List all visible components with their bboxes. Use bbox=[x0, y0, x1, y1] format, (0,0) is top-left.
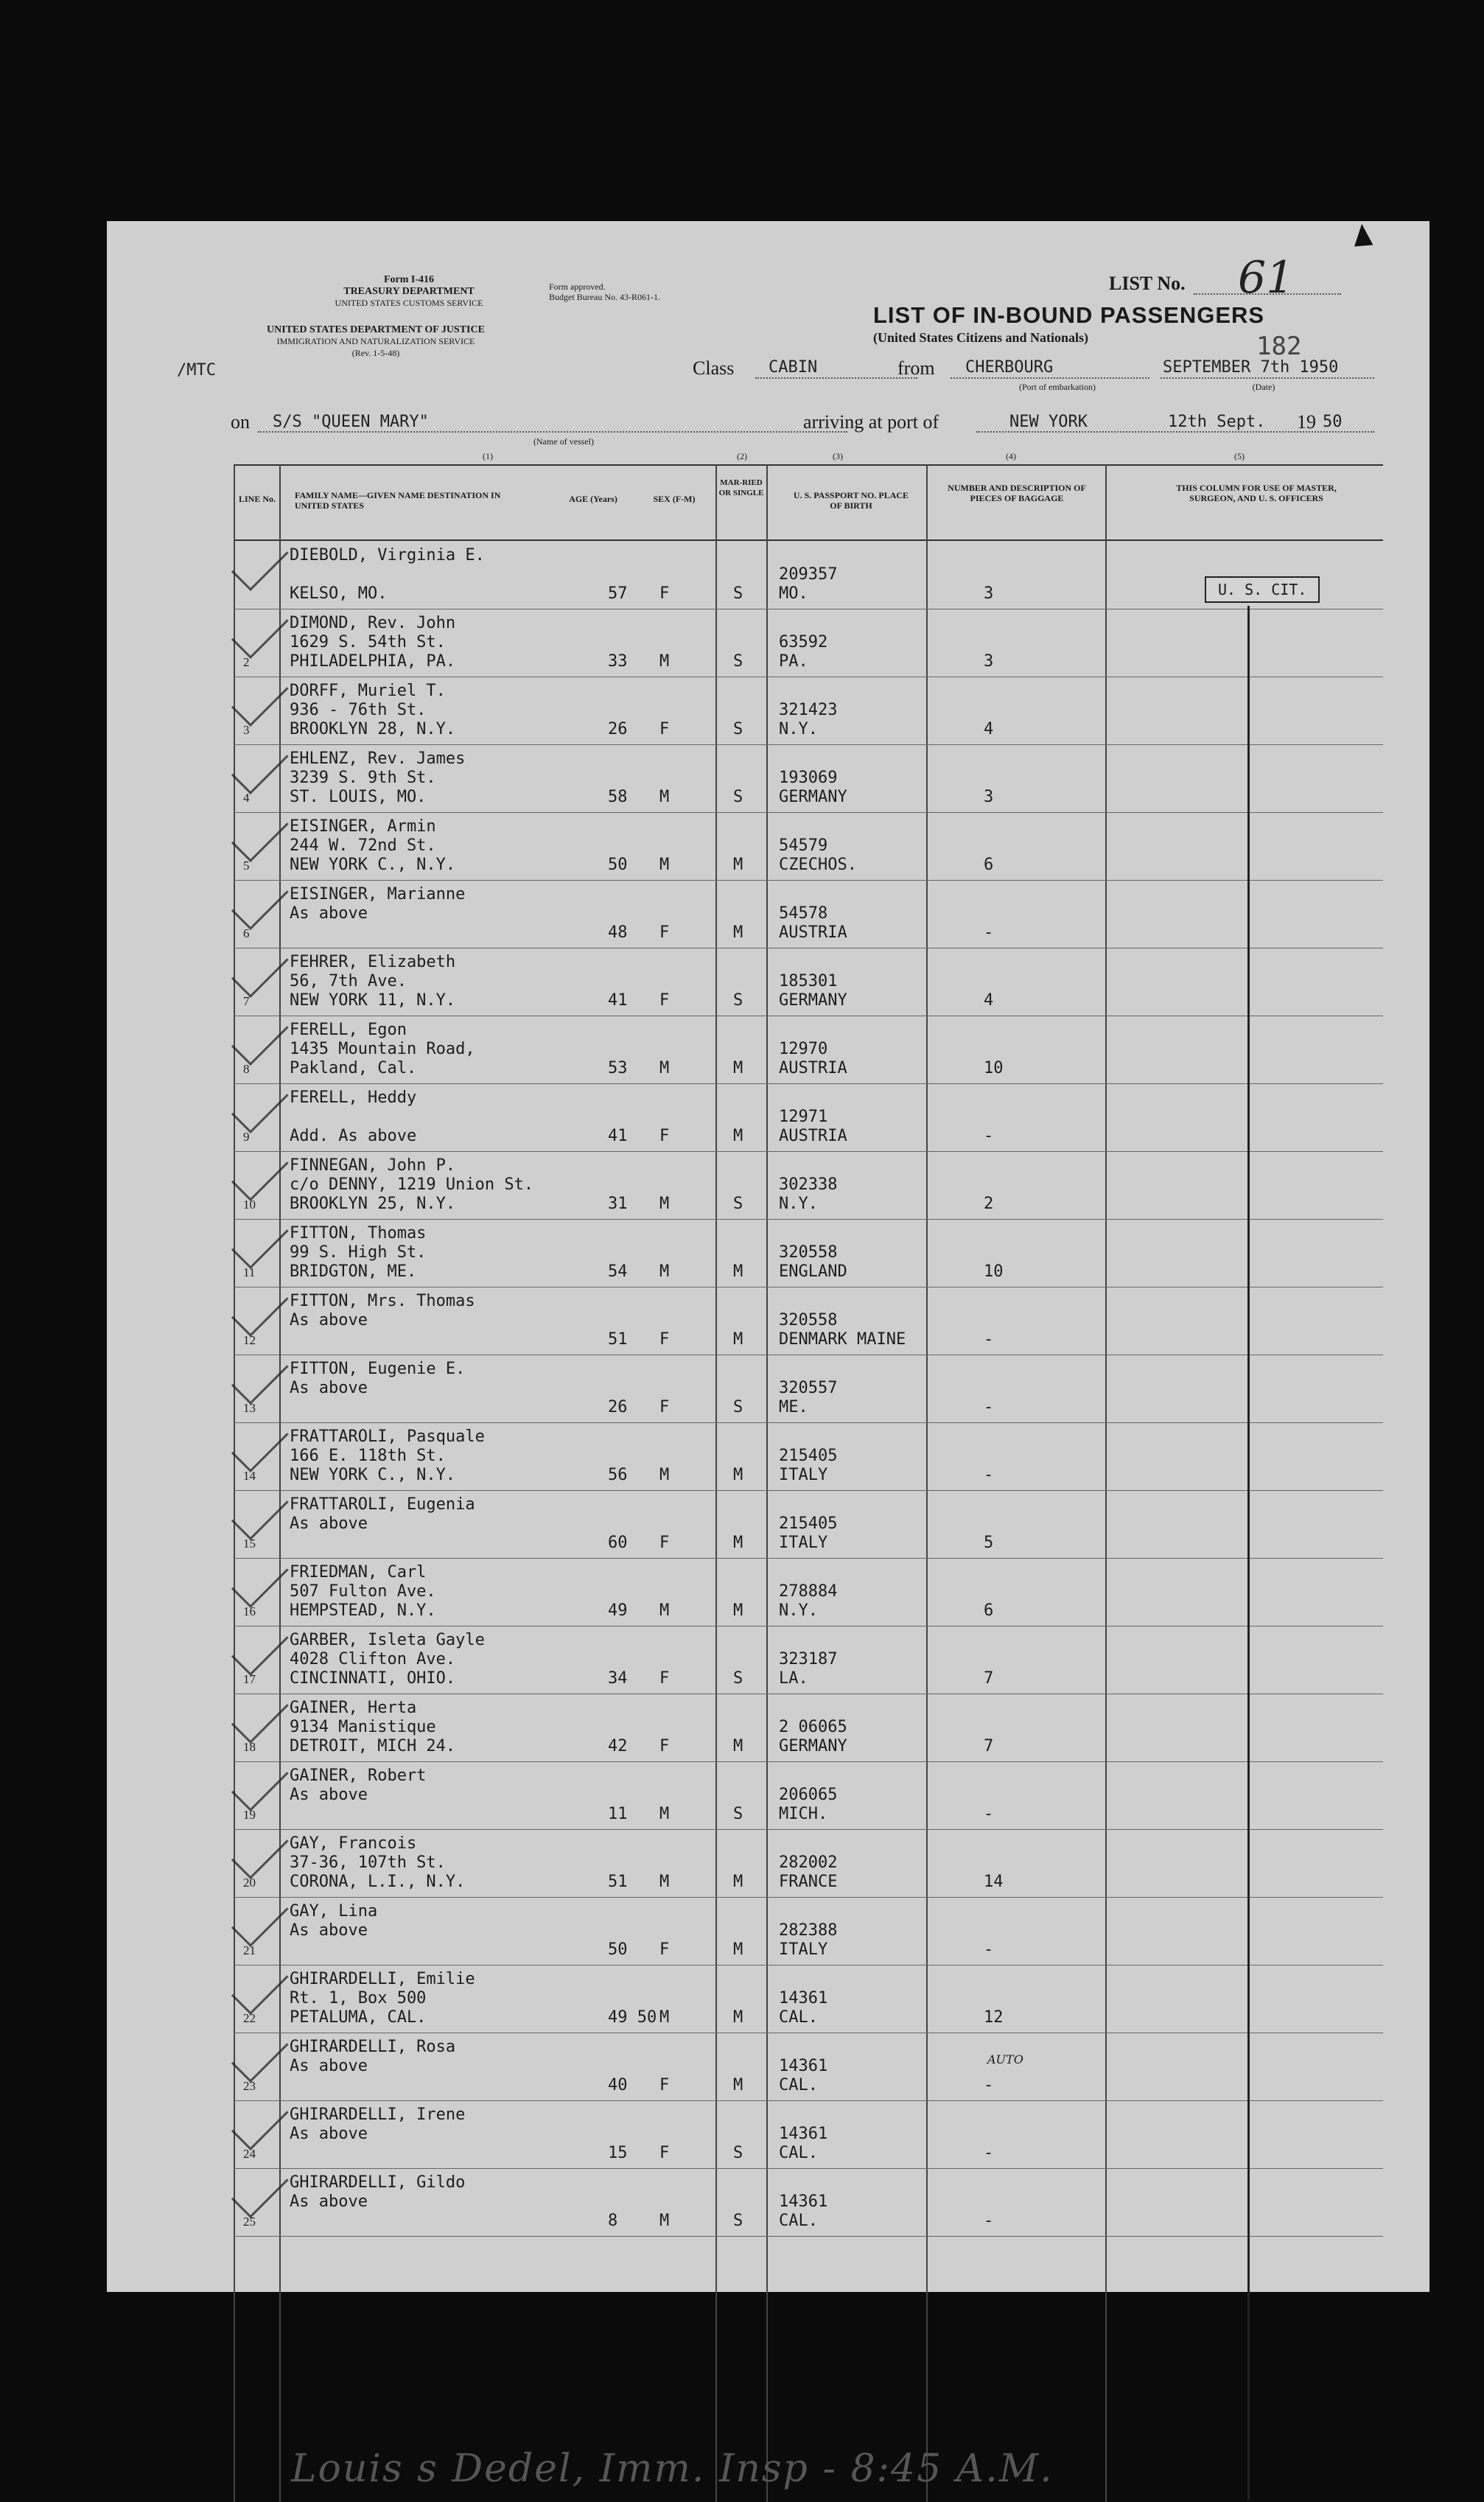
passenger-age: 50 bbox=[608, 1940, 628, 1959]
table-row bbox=[107, 1694, 1429, 1762]
passenger-name-destination: FRATTAROLI, Eugenia As above bbox=[290, 1495, 475, 1533]
passenger-sex: M bbox=[659, 1195, 670, 1213]
passenger-age: 40 bbox=[608, 2076, 628, 2094]
table-row bbox=[107, 1016, 1429, 1084]
class-label: Class bbox=[693, 357, 735, 379]
passenger-name-destination: GAINER, Herta 9134 Manistique DETROIT, MICH 24. bbox=[290, 1699, 456, 1755]
arrival-port: NEW YORK bbox=[1009, 413, 1088, 431]
customs-service: UNITED STATES CUSTOMS SERVICE bbox=[335, 298, 483, 308]
marital-status: M bbox=[733, 1059, 743, 1077]
passenger-sex: F bbox=[659, 1940, 670, 1959]
header-age: AGE (Years) bbox=[569, 494, 617, 504]
check-mark-icon bbox=[231, 534, 289, 591]
baggage-count: - bbox=[984, 1466, 994, 1484]
passenger-age: 41 bbox=[608, 991, 628, 1010]
passport-birthplace: 209357 MO. bbox=[779, 565, 838, 603]
passenger-age: 41 bbox=[608, 1127, 628, 1145]
row-line-number: 24 bbox=[243, 2147, 256, 2161]
row-line-number: 13 bbox=[243, 1401, 256, 1415]
budget-bureau: Budget Bureau No. 43-R061-1. bbox=[549, 292, 660, 302]
row-line-number: 6 bbox=[243, 926, 250, 940]
document-title: LIST OF IN-BOUND PASSENGERS bbox=[873, 302, 1265, 328]
row-line-number: 18 bbox=[243, 1740, 256, 1754]
header-bottom-border bbox=[234, 539, 1383, 541]
table-row bbox=[107, 1084, 1429, 1152]
baggage-count: - bbox=[984, 1940, 994, 1959]
passport-birthplace: 14361 CAL. bbox=[779, 2057, 828, 2094]
inspector-signature: Louis s Dedel, Imm. Insp - 8:45 A.M. bbox=[291, 2447, 1054, 2491]
corner-mark bbox=[1348, 224, 1379, 255]
row-line-number: 23 bbox=[243, 2079, 256, 2093]
row-line-number: 19 bbox=[243, 1808, 256, 1822]
marital-status: S bbox=[733, 2144, 743, 2162]
passenger-name-destination: FITTON, Eugenie E. As above bbox=[290, 1360, 466, 1397]
marital-status: M bbox=[733, 2008, 743, 2027]
table-row bbox=[107, 1355, 1429, 1423]
passenger-age: 60 bbox=[608, 1534, 628, 1552]
mtc-mark: /MTC bbox=[177, 361, 216, 380]
date-caption: (Date) bbox=[1252, 382, 1275, 392]
check-mark-icon bbox=[231, 1279, 289, 1337]
table-row bbox=[107, 2169, 1429, 2237]
baggage-count: 5 bbox=[984, 1534, 994, 1552]
passenger-manifest-page bbox=[107, 221, 1429, 2491]
table-row bbox=[107, 948, 1429, 1016]
marital-status: S bbox=[733, 1669, 743, 1688]
check-mark-icon bbox=[231, 940, 289, 998]
baggage-count: 6 bbox=[984, 856, 994, 874]
passenger-sex: F bbox=[659, 991, 670, 1010]
table-row bbox=[107, 1965, 1429, 2033]
baggage-count: 3 bbox=[984, 584, 994, 603]
check-mark-icon bbox=[231, 1822, 289, 1879]
header-line-no: LINE No. bbox=[238, 494, 276, 504]
passenger-name-destination: DIMOND, Rev. John 1629 S. 54th St. PHILADELPHIA, PA. bbox=[290, 614, 456, 671]
baggage-count: 6 bbox=[984, 1601, 994, 1620]
baggage-count: - bbox=[984, 1330, 994, 1349]
passenger-name-destination: FRIEDMAN, Carl 507 Fulton Ave. HEMPSTEAD, N.Y. bbox=[290, 1563, 436, 1620]
marital-status: S bbox=[733, 584, 743, 603]
passenger-age: 51 bbox=[608, 1330, 628, 1349]
col-num-5: (5) bbox=[1234, 451, 1245, 461]
auto-note: AUTO bbox=[987, 2052, 1023, 2066]
passport-birthplace: 14361 CAL. bbox=[779, 2125, 828, 2162]
passport-birthplace: 302338 N.Y. bbox=[779, 1175, 838, 1213]
passenger-age: 58 bbox=[608, 788, 628, 806]
row-line-number: 21 bbox=[243, 1943, 256, 1957]
passenger-name-destination: FERELL, Egon 1435 Mountain Road, Pakland, Cal. bbox=[290, 1021, 475, 1077]
passport-birthplace: 215405 ITALY bbox=[779, 1514, 838, 1552]
baggage-count: - bbox=[984, 2212, 994, 2230]
passport-birthplace: 54579 CZECHOS. bbox=[779, 836, 857, 874]
year-suffix: 50 bbox=[1323, 413, 1343, 431]
passenger-age: 42 bbox=[608, 1737, 628, 1755]
passenger-sex: F bbox=[659, 1330, 670, 1349]
marital-status: M bbox=[733, 1127, 743, 1145]
marital-status: S bbox=[733, 1398, 743, 1416]
baggage-count: 10 bbox=[984, 1059, 1004, 1077]
check-mark-icon bbox=[231, 1008, 289, 1066]
passenger-name-destination: GHIRARDELLI, Irene As above bbox=[290, 2106, 466, 2143]
col-num-4: (4) bbox=[1006, 451, 1016, 461]
baggage-count: 4 bbox=[984, 720, 994, 738]
baggage-count: - bbox=[984, 2144, 994, 2162]
passenger-name-destination: GARBER, Isleta Gayle 4028 Clifton Ave. CINCINNATI, OHIO. bbox=[290, 1631, 485, 1688]
passport-birthplace: 282002 FRANCE bbox=[779, 1853, 838, 1891]
row-line-number: 10 bbox=[243, 1198, 256, 1212]
marital-status: S bbox=[733, 652, 743, 671]
check-mark-icon bbox=[231, 1076, 289, 1133]
passenger-name-destination: GHIRARDELLI, Rosa As above bbox=[290, 2038, 456, 2075]
row-line-number: 8 bbox=[243, 1062, 250, 1076]
passenger-age: 33 bbox=[608, 652, 628, 671]
table-row bbox=[107, 677, 1429, 745]
table-row bbox=[107, 1287, 1429, 1355]
document-subtitle: (United States Citizens and Nationals) bbox=[873, 330, 1089, 345]
row-line-number: 11 bbox=[243, 1265, 256, 1279]
table-row bbox=[107, 881, 1429, 948]
marital-status: S bbox=[733, 1195, 743, 1213]
passenger-sex: M bbox=[659, 652, 670, 671]
marital-status: M bbox=[733, 1873, 743, 1891]
passenger-age: 49 50 bbox=[608, 2008, 657, 2027]
passenger-sex: M bbox=[659, 1805, 670, 1823]
passenger-name-destination: EISINGER, Armin 244 W. 72nd St. NEW YORK C., N.Y. bbox=[290, 817, 456, 874]
table-top-border bbox=[234, 464, 1383, 466]
passenger-name-destination: FINNEGAN, John P. c/o DENNY, 1219 Union St. BROOKLYN 25, N.Y. bbox=[290, 1156, 534, 1213]
passport-birthplace: 206065 MICH. bbox=[779, 1786, 838, 1823]
marital-status: M bbox=[733, 856, 743, 874]
passenger-name-destination: GHIRARDELLI, Gildo As above bbox=[290, 2173, 466, 2211]
col-num-3: (3) bbox=[833, 451, 843, 461]
table-row bbox=[107, 1898, 1429, 1965]
check-mark-icon bbox=[231, 1754, 289, 1811]
row-line-number: 3 bbox=[243, 723, 250, 737]
table-row bbox=[107, 609, 1429, 677]
year-prefix: 19 bbox=[1297, 411, 1316, 433]
baggage-count: 2 bbox=[984, 1195, 994, 1213]
check-mark-icon bbox=[231, 1618, 289, 1676]
passenger-age: 49 bbox=[608, 1601, 628, 1620]
from-label: from bbox=[897, 357, 935, 379]
passenger-name-destination: EISINGER, Marianne As above bbox=[290, 885, 466, 923]
passenger-name-destination: GAY, Francois 37-36, 107th St. CORONA, L.I., N.Y. bbox=[290, 1834, 466, 1891]
passenger-age: 34 bbox=[608, 1669, 628, 1688]
marital-status: M bbox=[733, 2076, 743, 2094]
table-row bbox=[107, 1762, 1429, 1830]
row-line-number: 2 bbox=[243, 655, 250, 669]
marital-status: M bbox=[733, 1601, 743, 1620]
marital-status: M bbox=[733, 1466, 743, 1484]
passenger-sex: M bbox=[659, 856, 670, 874]
baggage-count: - bbox=[984, 1127, 994, 1145]
passenger-sex: F bbox=[659, 2076, 670, 2094]
baggage-count: - bbox=[984, 2076, 994, 2094]
baggage-count: 7 bbox=[984, 1737, 994, 1755]
marital-status: S bbox=[733, 720, 743, 738]
passenger-name-destination: DORFF, Muriel T. 936 - 76th St. BROOKLYN 28, N.Y. bbox=[290, 682, 456, 738]
passenger-sex: F bbox=[659, 1669, 670, 1688]
arriving-label: arriving at port of bbox=[803, 411, 939, 433]
passenger-sex: M bbox=[659, 1601, 670, 1620]
us-citizen-stamp: U. S. CIT. bbox=[1205, 576, 1320, 603]
passenger-age: 48 bbox=[608, 923, 628, 942]
passenger-sex: F bbox=[659, 1737, 670, 1755]
check-mark-icon bbox=[231, 669, 289, 727]
passport-birthplace: 12971 AUSTRIA bbox=[779, 1108, 847, 1145]
department-of-justice: UNITED STATES DEPARTMENT OF JUSTICE bbox=[267, 324, 485, 335]
passenger-sex: F bbox=[659, 2144, 670, 2162]
passenger-sex: M bbox=[659, 788, 670, 806]
baggage-count: 14 bbox=[984, 1873, 1004, 1891]
header-baggage: NUMBER AND DESCRIPTION OF PIECES OF BAGGAGE bbox=[948, 483, 1086, 503]
passenger-sex: M bbox=[659, 2008, 670, 2027]
row-line-number: 17 bbox=[243, 1672, 256, 1686]
vessel-name: S/S "QUEEN MARY" bbox=[273, 413, 429, 431]
row-line-number: 5 bbox=[243, 859, 250, 873]
col-num-2: (2) bbox=[737, 451, 747, 461]
baggage-count: 4 bbox=[984, 991, 994, 1010]
table-row bbox=[107, 1830, 1429, 1898]
immigration-service: IMMIGRATION AND NATURALIZATION SERVICE bbox=[276, 336, 475, 346]
passport-birthplace: 320558 ENGLAND bbox=[779, 1243, 847, 1281]
passenger-name-destination: GAY, Lina As above bbox=[290, 1902, 378, 1940]
row-line-number: 20 bbox=[243, 1876, 256, 1890]
passenger-name-destination: FITTON, Mrs. Thomas As above bbox=[290, 1292, 475, 1329]
table-row bbox=[107, 1220, 1429, 1287]
check-mark-icon bbox=[231, 873, 289, 930]
passenger-sex: M bbox=[659, 1262, 670, 1281]
row-line-number: 15 bbox=[243, 1537, 256, 1551]
check-mark-icon bbox=[231, 1957, 289, 2015]
passport-birthplace: 185301 GERMANY bbox=[779, 972, 847, 1010]
baggage-count: 3 bbox=[984, 652, 994, 671]
passport-birthplace: 12970 AUSTRIA bbox=[779, 1040, 847, 1077]
passenger-name-destination: GAINER, Robert As above bbox=[290, 1767, 427, 1804]
passport-birthplace: 278884 N.Y. bbox=[779, 1582, 838, 1620]
passenger-name-destination: FRATTAROLI, Pasquale 166 E. 118th St. NEW YORK C., N.Y. bbox=[290, 1428, 485, 1484]
baggage-count: 3 bbox=[984, 788, 994, 806]
vessel-underline bbox=[258, 431, 847, 433]
passenger-name-destination: EHLENZ, Rev. James 3239 S. 9th St. ST. LOUIS, MO. bbox=[290, 749, 466, 806]
passenger-sex: F bbox=[659, 720, 670, 738]
arrival-date: 12th Sept. bbox=[1168, 413, 1266, 431]
check-mark-icon bbox=[231, 737, 289, 794]
baggage-count: 10 bbox=[984, 1262, 1004, 1281]
class-value: CABIN bbox=[769, 358, 818, 377]
check-mark-icon bbox=[231, 1415, 289, 1472]
passenger-age: 54 bbox=[608, 1262, 628, 1281]
passenger-sex: F bbox=[659, 1534, 670, 1552]
row-line-number: 14 bbox=[243, 1469, 256, 1483]
table-row bbox=[107, 1559, 1429, 1626]
check-mark-icon bbox=[231, 2025, 289, 2083]
check-mark-icon bbox=[231, 1551, 289, 1608]
passenger-sex: M bbox=[659, 1466, 670, 1484]
form-number: Form I-416 bbox=[383, 274, 435, 285]
check-mark-icon bbox=[231, 2161, 289, 2218]
marital-status: S bbox=[733, 2212, 743, 2230]
form-approved: Form approved. bbox=[549, 282, 606, 292]
check-mark-icon bbox=[231, 805, 289, 862]
passport-birthplace: 320558 DENMARK MAINE bbox=[779, 1311, 906, 1349]
header-passport: U. S. PASSPORT NO. PLACE OF BIRTH bbox=[793, 490, 909, 511]
from-underline bbox=[951, 377, 1149, 379]
passport-birthplace: 63592 PA. bbox=[779, 633, 828, 671]
passenger-age: 26 bbox=[608, 720, 628, 738]
marital-status: S bbox=[733, 991, 743, 1010]
passenger-sex: M bbox=[659, 1873, 670, 1891]
table-row bbox=[107, 1626, 1429, 1694]
vessel-caption: (Name of vessel) bbox=[533, 436, 594, 447]
departure-date: SEPTEMBER 7th 1950 bbox=[1163, 358, 1339, 377]
list-no-label: LIST No. bbox=[1109, 273, 1186, 294]
marital-status: M bbox=[733, 923, 743, 942]
stamp-number: 182 bbox=[1256, 332, 1302, 361]
passport-birthplace: 2 06065 GERMANY bbox=[779, 1718, 847, 1755]
check-mark-icon bbox=[231, 1144, 289, 1201]
passenger-sex: M bbox=[659, 1059, 670, 1077]
passenger-age: 53 bbox=[608, 1059, 628, 1077]
baggage-count: - bbox=[984, 1805, 994, 1823]
row-line-number: 25 bbox=[243, 2215, 256, 2229]
baggage-count: - bbox=[984, 923, 994, 942]
baggage-count: 12 bbox=[984, 2008, 1004, 2027]
passport-birthplace: 14361 CAL. bbox=[779, 2192, 828, 2230]
row-line-number: 7 bbox=[243, 994, 250, 1008]
us-cit-bracket-line bbox=[1247, 606, 1250, 2500]
passport-birthplace: 14361 CAL. bbox=[779, 1989, 828, 2027]
marital-status: S bbox=[733, 1805, 743, 1823]
table-row bbox=[107, 2101, 1429, 2169]
marital-status: S bbox=[733, 788, 743, 806]
passenger-name-destination: GHIRARDELLI, Emilie Rt. 1, Box 500 PETALUMA, CAL. bbox=[290, 1970, 475, 2027]
passport-birthplace: 323187 LA. bbox=[779, 1650, 838, 1688]
check-mark-icon bbox=[231, 1686, 289, 1744]
treasury-department: TREASURY DEPARTMENT bbox=[343, 286, 475, 297]
passenger-age: 15 bbox=[608, 2144, 628, 2162]
passenger-name-destination: FEHRER, Elizabeth 56, 7th Ave. NEW YORK 11, N.Y. bbox=[290, 953, 456, 1010]
baggage-count: - bbox=[984, 1398, 994, 1416]
row-line-number: 9 bbox=[243, 1130, 250, 1144]
marital-status: M bbox=[733, 1262, 743, 1281]
port-caption: (Port of embarkation) bbox=[1019, 382, 1096, 392]
date-underline bbox=[1161, 377, 1374, 379]
passenger-age: 26 bbox=[608, 1398, 628, 1416]
marital-status: M bbox=[733, 1534, 743, 1552]
check-mark-icon bbox=[231, 1212, 289, 1269]
marital-status: M bbox=[733, 1940, 743, 1959]
table-row bbox=[107, 2033, 1429, 2101]
check-mark-icon bbox=[231, 1483, 289, 1540]
passenger-sex: F bbox=[659, 584, 670, 603]
passport-birthplace: 193069 GERMANY bbox=[779, 769, 847, 806]
marital-status: M bbox=[733, 1737, 743, 1755]
list-no-value: 61 bbox=[1238, 252, 1295, 304]
row-line-number: 4 bbox=[243, 791, 250, 805]
class-underline bbox=[755, 377, 917, 379]
passport-birthplace: 215405 ITALY bbox=[779, 1447, 838, 1484]
check-mark-icon bbox=[231, 1347, 289, 1405]
passport-birthplace: 282388 ITALY bbox=[779, 1921, 838, 1959]
port-of-embarkation: CHERBOURG bbox=[965, 358, 1054, 377]
header-married: MAR-RIED OR SINGLE bbox=[718, 478, 764, 497]
row-line-number: 12 bbox=[243, 1333, 256, 1347]
row-separator bbox=[234, 2236, 1383, 2237]
table-row bbox=[107, 745, 1429, 813]
table-row bbox=[107, 1152, 1429, 1220]
passenger-name-destination: FITTON, Thomas 99 S. High St. BRIDGTON, ME. bbox=[290, 1224, 427, 1281]
row-line-number: 16 bbox=[243, 1604, 256, 1618]
table-row bbox=[107, 1423, 1429, 1491]
header-officers: THIS COLUMN FOR USE OF MASTER, SURGEON, AND U. S. OFFICERS bbox=[1176, 483, 1337, 503]
passenger-sex: M bbox=[659, 2212, 670, 2230]
passenger-age: 50 bbox=[608, 856, 628, 874]
passenger-name-destination: DIEBOLD, Virginia E. KELSO, MO. bbox=[290, 546, 485, 603]
on-label: on bbox=[231, 411, 250, 433]
check-mark-icon bbox=[231, 601, 289, 659]
passport-birthplace: 320557 ME. bbox=[779, 1379, 838, 1416]
passenger-sex: F bbox=[659, 1127, 670, 1145]
passenger-sex: F bbox=[659, 923, 670, 942]
passenger-age: 51 bbox=[608, 1873, 628, 1891]
col-num-1: (1) bbox=[483, 451, 493, 461]
passenger-age: 31 bbox=[608, 1195, 628, 1213]
passenger-name-destination: FERELL, Heddy Add. As above bbox=[290, 1088, 417, 1145]
check-mark-icon bbox=[231, 1890, 289, 1947]
check-mark-icon bbox=[231, 2093, 289, 2150]
baggage-count: 7 bbox=[984, 1669, 994, 1688]
header-name: FAMILY NAME—GIVEN NAME DESTINATION IN UNITED STATES bbox=[295, 490, 501, 511]
passport-birthplace: 321423 N.Y. bbox=[779, 701, 838, 738]
passenger-age: 11 bbox=[608, 1805, 628, 1823]
passport-birthplace: 54578 AUSTRIA bbox=[779, 904, 847, 942]
table-row bbox=[107, 1491, 1429, 1559]
marital-status: M bbox=[733, 1330, 743, 1349]
passenger-age: 57 bbox=[608, 584, 628, 603]
passenger-age: 8 bbox=[608, 2212, 618, 2230]
form-revision: (Rev. 1-5-48) bbox=[351, 348, 400, 358]
table-row bbox=[107, 813, 1429, 881]
row-line-number: 22 bbox=[243, 2011, 256, 2025]
passenger-sex: F bbox=[659, 1398, 670, 1416]
passenger-age: 56 bbox=[608, 1466, 628, 1484]
header-sex: SEX (F-M) bbox=[653, 494, 696, 504]
